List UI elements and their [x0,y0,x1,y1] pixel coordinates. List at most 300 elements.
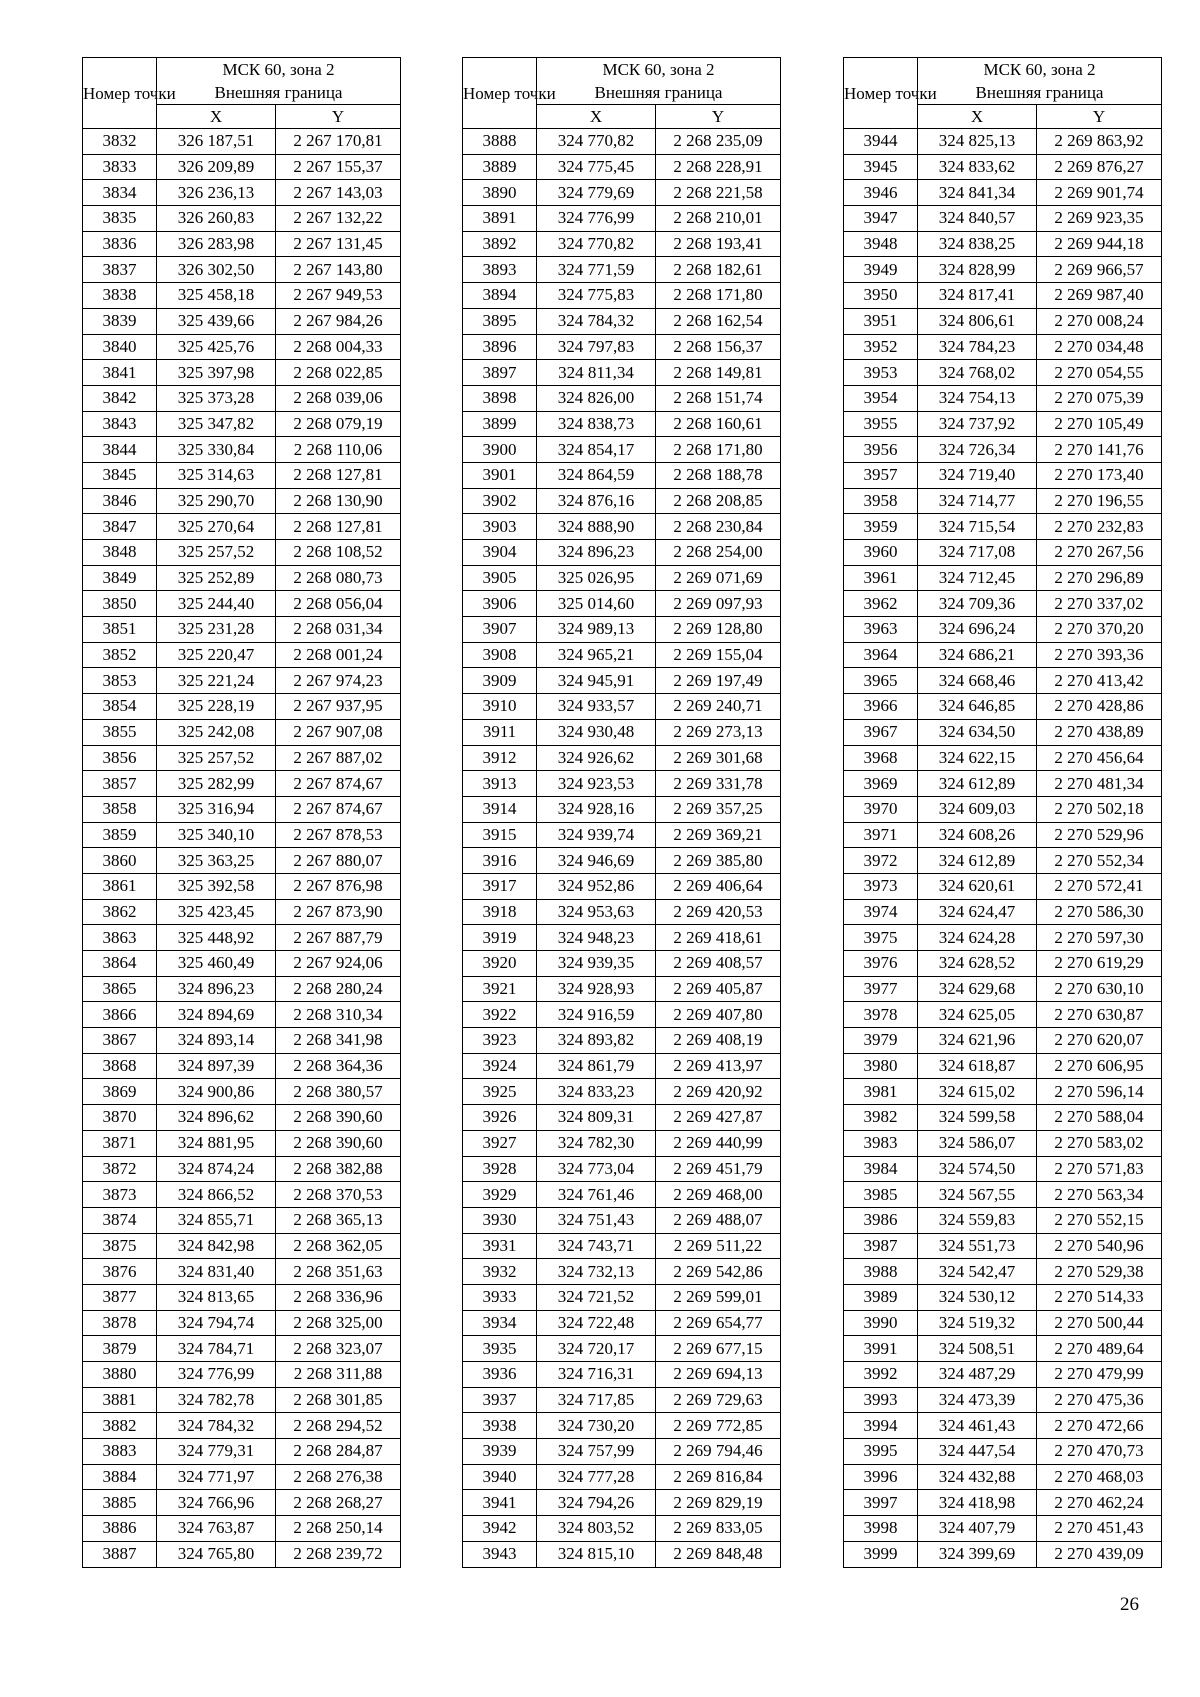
table-row [463,719,781,745]
table-row [844,385,1162,411]
x-coordinate-cell: 324 761,46 [537,1182,656,1208]
x-coordinate-cell: 324 933,57 [537,694,656,720]
x-coordinate-cell: 324 838,25 [918,231,1037,257]
x-coordinate-cell: 324 608,26 [918,822,1037,848]
x-coordinate-cell: 324 696,24 [918,617,1037,643]
table-row [83,1259,401,1285]
table-row [463,154,781,180]
table-row [463,565,781,591]
x-coordinate-cell: 324 930,48 [537,719,656,745]
table-row [844,771,1162,797]
y-coordinate-cell: 2 269 071,69 [656,565,781,591]
x-coordinate-cell: 324 612,89 [918,771,1037,797]
y-coordinate-cell: 2 269 420,92 [656,1079,781,1105]
y-coordinate-cell: 2 269 729,63 [656,1387,781,1413]
y-coordinate-cell: 2 268 311,88 [276,1362,401,1388]
y-coordinate-cell: 2 267 170,81 [276,129,401,155]
x-coordinate-cell: 324 776,99 [157,1362,276,1388]
y-coordinate-cell: 2 268 325,00 [276,1310,401,1336]
point-number-cell: 3949 [844,257,918,283]
table-row [844,976,1162,1002]
point-number-cell: 3945 [844,154,918,180]
table-row [463,899,781,925]
x-coordinate-cell: 324 721,52 [537,1284,656,1310]
y-coordinate-cell: 2 269 406,64 [656,873,781,899]
y-coordinate-cell: 2 268 039,06 [276,385,401,411]
point-number-cell: 3890 [463,180,537,206]
x-coordinate-cell: 325 397,98 [157,360,276,386]
y-coordinate-cell: 2 269 385,80 [656,848,781,874]
point-number-cell: 3954 [844,385,918,411]
point-number-cell: 3971 [844,822,918,848]
x-coordinate-cell: 324 855,71 [157,1207,276,1233]
y-coordinate-cell: 2 269 901,74 [1037,180,1162,206]
table-row [83,1156,401,1182]
y-coordinate-cell: 2 268 031,34 [276,617,401,643]
table-row [844,1464,1162,1490]
table-row [83,1079,401,1105]
y-coordinate-cell: 2 267 949,53 [276,283,401,309]
table-row [844,129,1162,155]
y-coordinate-cell: 2 268 228,91 [656,154,781,180]
x-coordinate-cell: 324 828,99 [918,257,1037,283]
x-coordinate-cell: 324 615,02 [918,1079,1037,1105]
y-coordinate-cell: 2 270 563,34 [1037,1182,1162,1208]
table-row [83,668,401,694]
table-row [83,925,401,951]
point-number-cell: 3939 [463,1439,537,1465]
y-coordinate-cell: 2 268 276,38 [276,1464,401,1490]
x-coordinate-cell: 324 732,13 [537,1259,656,1285]
y-coordinate-cell: 2 268 364,36 [276,1053,401,1079]
x-coordinate-cell: 325 290,70 [157,488,276,514]
y-coordinate-cell: 2 269 468,00 [656,1182,781,1208]
x-coordinate-cell: 324 842,98 [157,1233,276,1259]
x-coordinate-cell: 324 809,31 [537,1105,656,1131]
y-coordinate-cell: 2 268 380,57 [276,1079,401,1105]
y-coordinate-cell: 2 269 357,25 [656,796,781,822]
x-coordinate-cell: 324 447,54 [918,1439,1037,1465]
table-row [463,1439,781,1465]
y-coordinate-cell: 2 269 772,85 [656,1413,781,1439]
table-row [463,1233,781,1259]
table-row [844,283,1162,309]
table-row [844,1284,1162,1310]
table-row [83,1336,401,1362]
point-number-cell: 3872 [83,1156,157,1182]
point-number-cell: 3899 [463,411,537,437]
x-coordinate-cell: 324 720,17 [537,1336,656,1362]
y-coordinate-cell: 2 270 597,30 [1037,925,1162,951]
x-coordinate-cell: 325 257,52 [157,745,276,771]
y-coordinate-cell: 2 269 511,22 [656,1233,781,1259]
x-coordinate-cell: 324 777,28 [537,1464,656,1490]
table-row [83,642,401,668]
point-number-cell: 3972 [844,848,918,874]
point-number-cell: 3937 [463,1387,537,1413]
table-row [463,462,781,488]
y-coordinate-cell: 2 270 370,20 [1037,617,1162,643]
x-coordinate-cell: 325 347,82 [157,411,276,437]
y-coordinate-cell: 2 270 232,83 [1037,514,1162,540]
table-row [83,745,401,771]
point-number-cell: 3834 [83,180,157,206]
y-coordinate-cell: 2 269 405,87 [656,976,781,1002]
y-coordinate-cell: 2 268 310,34 [276,1002,401,1028]
y-coordinate-cell: 2 268 351,63 [276,1259,401,1285]
point-number-cell: 3894 [463,283,537,309]
x-coordinate-cell: 324 634,50 [918,719,1037,745]
table-row [463,308,781,334]
table-row [83,437,401,463]
point-number-cell: 3997 [844,1490,918,1516]
x-coordinate-cell: 324 773,04 [537,1156,656,1182]
table-row [83,385,401,411]
y-coordinate-cell: 2 270 173,40 [1037,462,1162,488]
y-coordinate-cell: 2 270 500,44 [1037,1310,1162,1336]
y-coordinate-cell: 2 269 987,40 [1037,283,1162,309]
x-coordinate-cell: 324 945,91 [537,668,656,694]
point-number-cell: 3964 [844,642,918,668]
point-number-cell: 3994 [844,1413,918,1439]
y-coordinate-cell: 2 268 182,61 [656,257,781,283]
x-coordinate-cell: 324 896,23 [537,540,656,566]
table-row [844,642,1162,668]
y-coordinate-cell: 2 269 833,05 [656,1516,781,1542]
table-row [844,873,1162,899]
table-row [844,334,1162,360]
point-number-cell: 3895 [463,308,537,334]
y-coordinate-cell: 2 269 420,53 [656,899,781,925]
y-coordinate-cell: 2 267 143,80 [276,257,401,283]
table-row [463,1259,781,1285]
x-coordinate-cell: 324 840,57 [918,206,1037,232]
point-number-cell: 3915 [463,822,537,848]
point-number-cell: 3914 [463,796,537,822]
x-coordinate-cell: 324 928,16 [537,796,656,822]
point-number-cell: 3991 [844,1336,918,1362]
x-coordinate-cell: 324 418,98 [918,1490,1037,1516]
table-row [463,1464,781,1490]
y-coordinate-cell: 2 269 944,18 [1037,231,1162,257]
y-coordinate-cell: 2 268 171,80 [656,437,781,463]
point-number-cell: 3956 [844,437,918,463]
y-coordinate-cell: 2 268 171,80 [656,283,781,309]
y-coordinate-cell: 2 268 210,01 [656,206,781,232]
table-row [844,1516,1162,1542]
x-coordinate-cell: 326 236,13 [157,180,276,206]
y-coordinate-cell: 2 268 149,81 [656,360,781,386]
table-row [83,334,401,360]
point-number-cell: 3967 [844,719,918,745]
y-coordinate-cell: 2 270 470,73 [1037,1439,1162,1465]
x-coordinate-cell: 324 797,83 [537,334,656,360]
y-coordinate-cell: 2 269 418,61 [656,925,781,951]
x-coordinate-cell: 324 989,13 [537,617,656,643]
point-number-cell: 3874 [83,1207,157,1233]
x-coordinate-cell: 324 831,40 [157,1259,276,1285]
x-coordinate-cell: 324 612,89 [918,848,1037,874]
x-coordinate-cell: 324 841,34 [918,180,1037,206]
y-coordinate-cell: 2 268 160,61 [656,411,781,437]
table-row [844,1207,1162,1233]
x-coordinate-cell: 324 620,61 [918,873,1037,899]
point-number-cell: 3916 [463,848,537,874]
table-row [83,1182,401,1208]
point-number-cell: 3849 [83,565,157,591]
table-row [844,1079,1162,1105]
y-coordinate-cell: 2 270 196,55 [1037,488,1162,514]
x-coordinate-cell: 324 559,83 [918,1207,1037,1233]
y-coordinate-cell: 2 269 197,49 [656,668,781,694]
y-coordinate-cell: 2 268 001,24 [276,642,401,668]
x-coordinate-cell: 324 782,78 [157,1387,276,1413]
point-number-cell: 3927 [463,1130,537,1156]
y-coordinate-cell: 2 269 440,99 [656,1130,781,1156]
table-row [844,848,1162,874]
y-coordinate-cell: 2 268 130,90 [276,488,401,514]
y-coordinate-cell: 2 268 079,19 [276,411,401,437]
y-coordinate-cell: 2 270 008,24 [1037,308,1162,334]
y-coordinate-cell: 2 267 876,98 [276,873,401,899]
x-coordinate-cell: 324 763,87 [157,1516,276,1542]
point-number-cell: 3925 [463,1079,537,1105]
table-row [844,1105,1162,1131]
x-coordinate-cell: 325 423,45 [157,899,276,925]
point-number-cell: 3947 [844,206,918,232]
x-coordinate-cell: 324 722,48 [537,1310,656,1336]
x-coordinate-cell: 324 618,87 [918,1053,1037,1079]
point-number-cell: 3958 [844,488,918,514]
x-coordinate-cell: 324 866,52 [157,1182,276,1208]
point-number-cell: 3873 [83,1182,157,1208]
x-coordinate-cell: 325 221,24 [157,668,276,694]
y-coordinate-cell: 2 269 407,80 [656,1002,781,1028]
point-number-cell: 3859 [83,822,157,848]
table-row [463,334,781,360]
table-row [844,925,1162,951]
point-number-cell: 3901 [463,462,537,488]
point-number-cell: 3892 [463,231,537,257]
point-number-cell: 3841 [83,360,157,386]
point-number-cell: 3861 [83,873,157,899]
x-coordinate-cell: 324 854,17 [537,437,656,463]
point-number-cell: 3882 [83,1413,157,1439]
x-coordinate-cell: 324 751,43 [537,1207,656,1233]
y-coordinate-cell: 2 269 128,80 [656,617,781,643]
y-coordinate-cell: 2 270 502,18 [1037,796,1162,822]
y-coordinate-cell: 2 269 599,01 [656,1284,781,1310]
point-number-cell: 3974 [844,899,918,925]
x-coordinate-cell: 324 861,79 [537,1053,656,1079]
x-coordinate-cell: 324 717,08 [918,540,1037,566]
x-coordinate-cell: 324 864,59 [537,462,656,488]
x-coordinate-cell: 324 717,85 [537,1387,656,1413]
table-row [463,437,781,463]
y-header: Y [1037,105,1162,129]
boundary-label: Внешняя граница [975,83,1104,102]
point-number-cell: 3865 [83,976,157,1002]
y-coordinate-cell: 2 267 880,07 [276,848,401,874]
x-coordinate-cell: 324 407,79 [918,1516,1037,1542]
table-row [83,462,401,488]
point-number-cell: 3842 [83,385,157,411]
y-coordinate-cell: 2 270 571,83 [1037,1156,1162,1182]
table-row [83,283,401,309]
y-header: Y [656,105,781,129]
point-number-cell: 3846 [83,488,157,514]
boundary-label: Внешняя граница [214,83,343,102]
x-coordinate-cell: 324 487,29 [918,1362,1037,1388]
boundary-label: Внешняя граница [594,83,723,102]
table-row [83,1028,401,1054]
point-number-cell: 3900 [463,437,537,463]
x-coordinate-cell: 325 314,63 [157,462,276,488]
x-coordinate-cell: 324 784,32 [537,308,656,334]
y-coordinate-cell: 2 269 408,57 [656,951,781,977]
x-coordinate-cell: 324 803,52 [537,1516,656,1542]
table-row [83,360,401,386]
y-coordinate-cell: 2 268 390,60 [276,1105,401,1131]
point-number-cell: 3852 [83,642,157,668]
point-number-cell: 3969 [844,771,918,797]
y-coordinate-cell: 2 268 162,54 [656,308,781,334]
x-coordinate-cell: 324 771,59 [537,257,656,283]
y-coordinate-cell: 2 270 393,36 [1037,642,1162,668]
y-coordinate-cell: 2 270 462,24 [1037,1490,1162,1516]
table-row [83,1362,401,1388]
point-number-cell: 3855 [83,719,157,745]
table-row [83,719,401,745]
point-number-cell: 3912 [463,745,537,771]
table-row [83,848,401,874]
x-coordinate-cell: 325 340,10 [157,822,276,848]
table-row [83,899,401,925]
point-number-cell: 3998 [844,1516,918,1542]
point-number-cell: 3840 [83,334,157,360]
table-row [463,231,781,257]
point-number-cell: 3989 [844,1284,918,1310]
x-coordinate-cell: 324 948,23 [537,925,656,951]
point-number-cell: 3889 [463,154,537,180]
table-row [463,514,781,540]
table-row [844,180,1162,206]
y-coordinate-cell: 2 268 127,81 [276,514,401,540]
point-number-cell: 3953 [844,360,918,386]
table-row [844,1182,1162,1208]
table-row [463,694,781,720]
x-coordinate-cell: 325 014,60 [537,591,656,617]
x-coordinate-cell: 324 825,13 [918,129,1037,155]
y-coordinate-cell: 2 270 075,39 [1037,385,1162,411]
point-number-cell: 3981 [844,1079,918,1105]
x-coordinate-cell: 324 551,73 [918,1233,1037,1259]
x-coordinate-cell: 324 542,47 [918,1259,1037,1285]
point-number-cell: 3928 [463,1156,537,1182]
x-coordinate-cell: 324 432,88 [918,1464,1037,1490]
y-header: Y [276,105,401,129]
point-number-cell: 3985 [844,1182,918,1208]
x-coordinate-cell: 324 586,07 [918,1130,1037,1156]
point-number-header: Номер точки [83,58,157,129]
x-coordinate-cell: 324 794,26 [537,1490,656,1516]
x-coordinate-cell: 324 888,90 [537,514,656,540]
point-number-cell: 3962 [844,591,918,617]
point-number-cell: 3977 [844,976,918,1002]
x-coordinate-cell: 325 231,28 [157,617,276,643]
y-coordinate-cell: 2 270 552,15 [1037,1207,1162,1233]
table-row [463,976,781,1002]
table-row [83,1516,401,1542]
point-number-cell: 3875 [83,1233,157,1259]
y-coordinate-cell: 2 267 873,90 [276,899,401,925]
point-number-cell: 3832 [83,129,157,155]
point-number-cell: 3955 [844,411,918,437]
x-coordinate-cell: 324 826,00 [537,385,656,411]
point-number-cell: 3833 [83,154,157,180]
x-coordinate-cell: 324 811,34 [537,360,656,386]
point-number-cell: 3904 [463,540,537,566]
y-coordinate-cell: 2 269 408,19 [656,1028,781,1054]
y-coordinate-cell: 2 270 514,33 [1037,1284,1162,1310]
point-number-header: Номер точки [463,58,537,129]
table-row [463,206,781,232]
y-coordinate-cell: 2 268 336,96 [276,1284,401,1310]
point-number-cell: 3932 [463,1259,537,1285]
x-coordinate-cell: 324 399,69 [918,1541,1037,1567]
x-coordinate-cell: 324 770,82 [537,129,656,155]
x-coordinate-cell: 324 833,62 [918,154,1037,180]
x-coordinate-cell: 324 965,21 [537,642,656,668]
point-number-cell: 3936 [463,1362,537,1388]
point-number-cell: 3913 [463,771,537,797]
x-coordinate-cell: 324 473,39 [918,1387,1037,1413]
table-row [463,745,781,771]
table-row [83,257,401,283]
point-number-cell: 3960 [844,540,918,566]
x-coordinate-cell: 325 439,66 [157,308,276,334]
point-number-cell: 3933 [463,1284,537,1310]
y-coordinate-cell: 2 270 475,36 [1037,1387,1162,1413]
point-number-cell: 3924 [463,1053,537,1079]
x-coordinate-cell: 324 900,86 [157,1079,276,1105]
y-coordinate-cell: 2 270 296,89 [1037,565,1162,591]
table-row [844,360,1162,386]
point-number-cell: 3923 [463,1028,537,1054]
point-number-cell: 3909 [463,668,537,694]
point-number-cell: 3893 [463,257,537,283]
y-coordinate-cell: 2 270 479,99 [1037,1362,1162,1388]
point-number-cell: 3999 [844,1541,918,1567]
table-row [463,848,781,874]
point-number-cell: 3979 [844,1028,918,1054]
table-row [83,1490,401,1516]
table-row [83,1233,401,1259]
y-coordinate-cell: 2 268 230,84 [656,514,781,540]
x-coordinate-cell: 324 952,86 [537,873,656,899]
table-row [83,617,401,643]
point-number-cell: 3950 [844,283,918,309]
y-coordinate-cell: 2 269 829,19 [656,1490,781,1516]
point-number-cell: 3993 [844,1387,918,1413]
table-row [463,1079,781,1105]
y-coordinate-cell: 2 268 250,14 [276,1516,401,1542]
system-label: МСК 60, зона 2 [602,60,715,79]
point-number-cell: 3944 [844,129,918,155]
x-coordinate-cell: 324 939,35 [537,951,656,977]
x-coordinate-cell: 324 766,96 [157,1490,276,1516]
x-coordinate-cell: 324 893,82 [537,1028,656,1054]
